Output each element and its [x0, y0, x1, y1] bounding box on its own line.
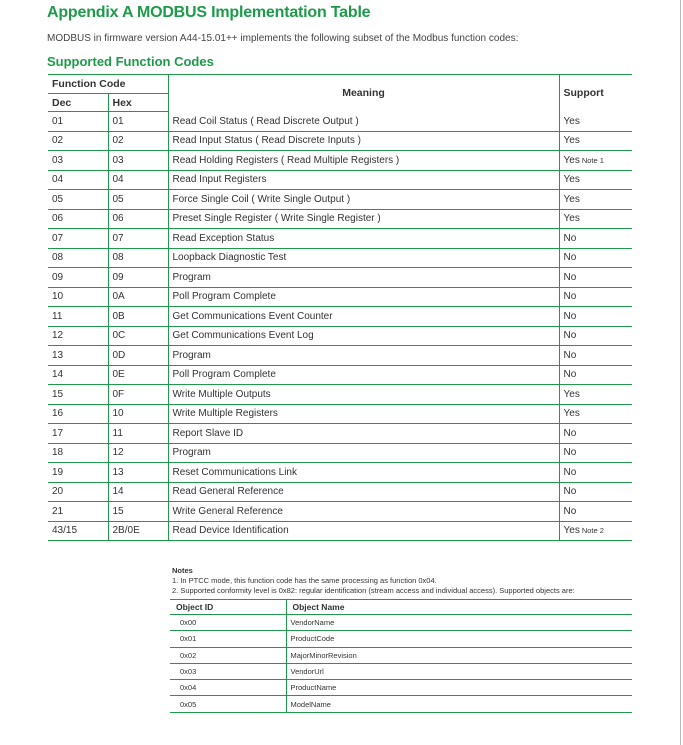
- dec-cell-text: 16: [52, 408, 64, 420]
- hex-cell: [108, 307, 168, 327]
- dec-cell: [48, 502, 108, 522]
- header-function-code: Function Code: [48, 75, 168, 94]
- hex-cell-text: 13: [112, 466, 124, 478]
- meaning-cell: [168, 482, 559, 502]
- object-row: [170, 680, 632, 696]
- table-row: [48, 131, 632, 151]
- hex-cell-text: 04: [112, 174, 124, 186]
- function-codes-table: [48, 74, 632, 541]
- table-row: [48, 209, 632, 229]
- dec-cell: [48, 248, 108, 268]
- dec-cell: [48, 521, 108, 541]
- support-cell: [559, 248, 632, 268]
- object-row: [170, 631, 632, 647]
- dec-cell: [48, 170, 108, 190]
- support-cell-text: No: [563, 505, 577, 517]
- meaning-cell: [168, 268, 559, 288]
- support-cell: [559, 229, 632, 249]
- support-cell-text: Yes: [563, 174, 580, 186]
- meaning-cell-text: Get Communications Event Counter: [172, 310, 333, 322]
- object-id-cell: 0x03: [170, 663, 286, 679]
- support-cell-text: No: [563, 310, 577, 322]
- notes-block: [172, 566, 575, 596]
- meaning-cell: [168, 463, 559, 483]
- dec-cell: [48, 482, 108, 502]
- meaning-cell: [168, 346, 559, 366]
- meaning-cell-text: Write Multiple Registers: [172, 408, 278, 420]
- table-row: [48, 463, 632, 483]
- meaning-cell-text: Force Single Coil ( Write Single Output ): [172, 193, 351, 205]
- support-cell: [559, 307, 632, 327]
- hex-cell-text: 14: [112, 486, 124, 498]
- meaning-cell-text: Read Input Status ( Read Discrete Inputs ): [172, 135, 361, 147]
- hex-cell: [108, 502, 168, 522]
- table-row: [48, 424, 632, 444]
- hex-cell: [108, 229, 168, 249]
- hex-cell-text: 0B: [112, 310, 125, 322]
- support-cell-text: Yes: [563, 115, 580, 127]
- dec-cell: [48, 385, 108, 405]
- support-cell: [559, 268, 632, 288]
- hex-cell: [108, 151, 168, 171]
- hex-cell-text: 09: [112, 271, 124, 283]
- hex-cell: [108, 131, 168, 151]
- meaning-cell: [168, 248, 559, 268]
- dec-cell: [48, 346, 108, 366]
- hex-cell: [108, 112, 168, 132]
- support-cell-text: Yes: [563, 388, 580, 400]
- object-name-cell: ProductName: [286, 680, 632, 696]
- hex-cell-text: 06: [112, 213, 124, 225]
- meaning-cell: [168, 209, 559, 229]
- object-name-cell: VendorUrl: [286, 663, 632, 679]
- table-row: [48, 443, 632, 463]
- hex-cell-text: 0D: [112, 349, 126, 361]
- intro-text: MODBUS in firmware version A44-15.01++ implements the following subset of the Modbus function codes:: [47, 33, 519, 44]
- meaning-cell-text: Write General Reference: [172, 505, 283, 517]
- dec-cell-text: 01: [52, 115, 64, 127]
- meaning-cell-text: Reset Communications Link: [172, 466, 297, 478]
- meaning-cell: [168, 443, 559, 463]
- hex-cell: [108, 209, 168, 229]
- hex-cell: [108, 248, 168, 268]
- support-cell: [559, 424, 632, 444]
- support-cell-text: Yes: [563, 525, 580, 537]
- hex-cell-text: 11: [112, 427, 123, 439]
- hex-cell: [108, 326, 168, 346]
- object-name-cell: ModelName: [286, 696, 632, 712]
- meaning-cell-text: Poll Program Complete: [172, 369, 276, 381]
- meaning-cell: [168, 326, 559, 346]
- support-cell: [559, 521, 632, 541]
- hex-cell-text: 08: [112, 252, 124, 264]
- support-cell-text: No: [563, 291, 577, 303]
- object-row: [170, 615, 632, 631]
- meaning-cell: [168, 307, 559, 327]
- hex-cell-text: 01: [112, 115, 124, 127]
- header-hex: Hex: [108, 94, 168, 112]
- dec-cell: [48, 443, 108, 463]
- hex-cell-text: 0F: [112, 388, 125, 400]
- table-row: [48, 482, 632, 502]
- meaning-cell-text: Read Input Registers: [172, 174, 267, 186]
- header-object-id: Object ID: [170, 600, 286, 615]
- dec-cell: [48, 209, 108, 229]
- support-note: Note 1: [581, 155, 604, 165]
- meaning-cell-text: Report Slave ID: [172, 427, 244, 439]
- dec-cell-text: 43/15: [52, 525, 78, 537]
- support-cell-text: No: [563, 252, 577, 264]
- dec-cell-text: 03: [52, 154, 64, 166]
- note-1: 1. In PTCC mode, this function code has the same processing as function 0x04.: [172, 576, 437, 585]
- support-cell-text: No: [563, 232, 577, 244]
- dec-cell-text: 10: [52, 291, 64, 303]
- support-cell: [559, 112, 632, 132]
- meaning-cell: [168, 287, 559, 307]
- hex-cell-text: 05: [112, 193, 124, 205]
- dec-cell-text: 08: [52, 252, 64, 264]
- support-cell-text: Yes: [563, 213, 580, 225]
- table-row: [48, 112, 632, 132]
- hex-cell: [108, 190, 168, 210]
- meaning-cell: [168, 365, 559, 385]
- meaning-cell: [168, 131, 559, 151]
- meaning-cell-text: Preset Single Register ( Write Single Register ): [172, 213, 381, 225]
- object-name-cell: ProductCode: [286, 631, 632, 647]
- support-cell-text: No: [563, 349, 577, 361]
- header-support: Support: [559, 75, 632, 112]
- support-cell-text: No: [563, 271, 577, 283]
- table-row: [48, 404, 632, 424]
- dec-cell: [48, 229, 108, 249]
- support-cell-text: No: [563, 486, 577, 498]
- support-cell: [559, 326, 632, 346]
- page-title: Appendix A MODBUS Implementation Table: [47, 4, 371, 21]
- hex-cell: [108, 443, 168, 463]
- dec-cell: [48, 404, 108, 424]
- meaning-cell: [168, 404, 559, 424]
- dec-cell: [48, 424, 108, 444]
- header-dec: Dec: [48, 94, 108, 112]
- support-cell: [559, 365, 632, 385]
- support-cell: [559, 463, 632, 483]
- support-cell-text: Yes: [563, 193, 580, 205]
- dec-cell-text: 12: [52, 330, 64, 342]
- dec-cell-text: 04: [52, 174, 64, 186]
- support-cell-text: Yes: [563, 135, 580, 147]
- support-cell: [559, 443, 632, 463]
- support-cell: [559, 190, 632, 210]
- hex-cell-text: 15: [112, 505, 124, 517]
- table-row: [48, 346, 632, 366]
- support-cell: [559, 404, 632, 424]
- meaning-cell: [168, 151, 559, 171]
- support-note: Note 2: [581, 526, 604, 536]
- support-cell-text: No: [563, 427, 577, 439]
- meaning-cell-text: Write Multiple Outputs: [172, 388, 271, 400]
- hex-cell-text: 03: [112, 154, 124, 166]
- dec-cell-text: 05: [52, 193, 64, 205]
- dec-cell: [48, 190, 108, 210]
- support-cell: [559, 209, 632, 229]
- object-id-cell: 0x02: [170, 647, 286, 663]
- support-cell: [559, 287, 632, 307]
- object-id-cell: 0x00: [170, 615, 286, 631]
- support-cell-text: Yes: [563, 408, 580, 420]
- table-row: [48, 268, 632, 288]
- dec-cell: [48, 151, 108, 171]
- support-cell: [559, 151, 632, 171]
- meaning-cell-text: Program: [172, 447, 211, 459]
- hex-cell: [108, 404, 168, 424]
- dec-cell-text: 20: [52, 486, 64, 498]
- dec-cell-text: 18: [52, 447, 64, 459]
- table-row: [48, 170, 632, 190]
- meaning-cell-text: Read Device Identification: [172, 525, 289, 537]
- table-row: [48, 151, 632, 171]
- notes-heading: Notes: [172, 566, 193, 575]
- meaning-cell: [168, 229, 559, 249]
- support-cell: [559, 131, 632, 151]
- hex-cell-text: 0C: [112, 330, 126, 342]
- dec-cell: [48, 307, 108, 327]
- section-title: Supported Function Codes: [47, 54, 214, 69]
- meaning-cell: [168, 385, 559, 405]
- note-2: 2. Supported conformity level is 0x82: regular identification (stream access and individual access). Supported objects are:: [172, 586, 575, 595]
- support-cell: [559, 346, 632, 366]
- hex-cell: [108, 365, 168, 385]
- support-cell-text: No: [563, 447, 577, 459]
- dec-cell-text: 13: [52, 349, 64, 361]
- dec-cell: [48, 287, 108, 307]
- meaning-cell: [168, 502, 559, 522]
- hex-cell: [108, 385, 168, 405]
- table-row: [48, 385, 632, 405]
- hex-cell: [108, 346, 168, 366]
- dec-cell: [48, 326, 108, 346]
- hex-cell-text: 10: [112, 408, 124, 420]
- dec-cell: [48, 131, 108, 151]
- meaning-cell-text: Loopback Diagnostic Test: [172, 252, 287, 264]
- object-id-cell: 0x05: [170, 696, 286, 712]
- table-row: [48, 190, 632, 210]
- hex-cell: [108, 424, 168, 444]
- meaning-cell-text: Poll Program Complete: [172, 291, 276, 303]
- meaning-cell: [168, 190, 559, 210]
- table-row: [48, 287, 632, 307]
- support-cell: [559, 385, 632, 405]
- hex-cell: [108, 287, 168, 307]
- hex-cell: [108, 463, 168, 483]
- dec-cell-text: 09: [52, 271, 64, 283]
- hex-cell-text: 2B/0E: [112, 525, 140, 537]
- meaning-cell: [168, 112, 559, 132]
- meaning-cell: [168, 521, 559, 541]
- hex-cell: [108, 521, 168, 541]
- dec-cell-text: 06: [52, 213, 64, 225]
- meaning-cell: [168, 424, 559, 444]
- table-row: [48, 248, 632, 268]
- object-row: [170, 663, 632, 679]
- meaning-cell-text: Get Communications Event Log: [172, 330, 314, 342]
- meaning-cell: [168, 170, 559, 190]
- dec-cell-text: 21: [52, 505, 64, 517]
- object-row: [170, 696, 632, 712]
- dec-cell-text: 19: [52, 466, 64, 478]
- header-meaning: Meaning: [168, 75, 559, 112]
- support-cell: [559, 482, 632, 502]
- hex-cell-text: 0A: [112, 291, 125, 303]
- support-cell-text: No: [563, 466, 577, 478]
- dec-cell: [48, 268, 108, 288]
- dec-cell-text: 11: [52, 310, 63, 322]
- table-row: [48, 307, 632, 327]
- hex-cell-text: 07: [112, 232, 124, 244]
- meaning-cell-text: Read General Reference: [172, 486, 284, 498]
- object-id-cell: 0x01: [170, 631, 286, 647]
- support-cell: [559, 502, 632, 522]
- meaning-cell-text: Read Coil Status ( Read Discrete Output ): [172, 115, 359, 127]
- hex-cell: [108, 268, 168, 288]
- dec-cell-text: 07: [52, 232, 64, 244]
- table-row: [48, 326, 632, 346]
- dec-cell: [48, 463, 108, 483]
- table-row: [48, 365, 632, 385]
- object-name-cell: MajorMinorRevision: [286, 647, 632, 663]
- dec-cell: [48, 365, 108, 385]
- dec-cell-text: 02: [52, 135, 64, 147]
- support-cell-text: No: [563, 369, 577, 381]
- meaning-cell-text: Program: [172, 349, 211, 361]
- hex-cell: [108, 170, 168, 190]
- support-cell-text: No: [563, 330, 577, 342]
- support-cell-text: Yes: [563, 154, 580, 166]
- hex-cell: [108, 482, 168, 502]
- object-name-cell: VendorName: [286, 615, 632, 631]
- dec-cell-text: 15: [52, 388, 64, 400]
- dec-cell-text: 17: [52, 427, 64, 439]
- page-edge: [680, 0, 681, 745]
- object-table: [170, 599, 632, 713]
- table-row: [48, 229, 632, 249]
- object-id-cell: 0x04: [170, 680, 286, 696]
- hex-cell-text: 12: [112, 447, 124, 459]
- meaning-cell-text: Read Holding Registers ( Read Multiple Registers ): [172, 154, 400, 166]
- meaning-cell-text: Program: [172, 271, 211, 283]
- hex-cell-text: 0E: [112, 369, 125, 381]
- hex-cell-text: 02: [112, 135, 124, 147]
- object-row: [170, 647, 632, 663]
- meaning-cell-text: Read Exception Status: [172, 232, 275, 244]
- table-row: [48, 521, 632, 541]
- table-row: [48, 502, 632, 522]
- dec-cell: [48, 112, 108, 132]
- support-cell: [559, 170, 632, 190]
- header-object-name: Object Name: [286, 600, 632, 615]
- dec-cell-text: 14: [52, 369, 64, 381]
